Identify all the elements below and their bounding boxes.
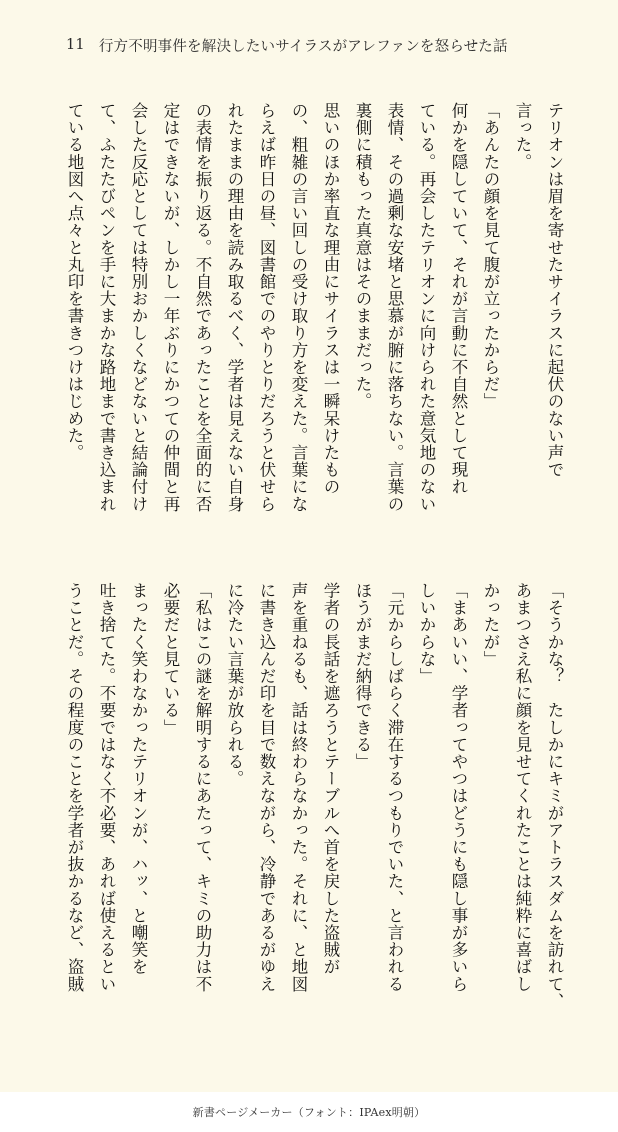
text-line: 「そうかな？ たしかにキミがアトラスダムを訪れて、 [545,582,564,1010]
text-line: テリオンは眉を寄せたサイラスに起伏のない声で [545,102,564,479]
text-line: かったが」 [481,582,500,668]
text-line: 会した反応としては特別おかしくなどないと結論付け [129,102,148,513]
text-line: 「あんたの顔を見て腹が立ったからだ」 [481,102,500,410]
text-line: 「私はこの謎を解明するにあたって、キミの助力は不 [193,582,212,993]
text-line: 裏側に積もった真意はそのままだった。 [353,102,372,410]
text-line: ている。再会したテリオンに向けられた意気地のない [417,102,436,513]
text-line: に冷たい言葉が放られる。 [225,582,244,788]
text-line: 思いのほか率直な理由にサイラスは一瞬呆けたもの [321,102,340,496]
text-line: 言った。 [513,102,532,171]
text-line: しいからな」 [417,582,436,685]
text-line: あまつさえ私に顔を見せてくれたことは純粋に喜ばし [513,582,532,993]
chapter-title: 行方不明事件を解決したいサイラスがアレファンを怒らせた話 [98,38,508,55]
text-line: ている地図へ点々と丸印を書きつけはじめた。 [65,102,84,462]
text-line: ほうがまだ納得できる」 [353,582,372,771]
text-line: らえば昨日の昼、図書館でのやりとりだろうと伏せら [257,102,276,513]
text-line: うことだ。その程度のことを学者が抜かるなど、盗賊 [65,582,84,993]
footer-credit: 新書ページメーカー（フォント：IPAex明朝） [0,1092,618,1132]
text-line: まったく笑わなかったテリオンが、ハッ、と嘲笑を [129,582,148,976]
running-header [66,34,508,56]
text-line: 必要だと見ている」 [161,582,180,736]
text-line: 学者の長話を遮ろうとテーブルへ首を戻した盗賊が [321,582,340,976]
text-line: て、ふたたびペンを手に大まかな路地まで書き込まれ [97,102,116,513]
text-line: 定はできないが、しかし一年ぶりにかつての仲間と再 [161,102,180,513]
text-line: の、粗雑の言い回しの受け取り方を変えた。言葉にな [289,102,308,513]
text-line: れたままの理由を読み取るべく、学者は見えない自身 [225,102,244,513]
text-block-bottom [60,582,570,1022]
text-block-top [60,102,570,522]
text-line: 声を重ねるも、話は終わらなかった。それに、と地図 [289,582,308,993]
text-line: 「まあいい、学者ってやつはどうにも隠し事が多いら [449,582,468,993]
text-line: 吐き捨てた。不要ではなく不必要、あれば使えるとい [97,582,116,993]
text-line: 何かを隠していて、それが言動に不自然として現れ [449,102,468,496]
page-number: 11 [66,37,85,53]
text-line: 「元からしばらく滞在するつもりでいた、と言われる [385,582,404,993]
text-line: 表情、その過剰な安堵と思慕が腑に落ちない。言葉の [385,102,404,513]
text-line: の表情を振り返る。不自然であったことを全面的に否 [193,102,212,513]
text-line: に書き込んだ印を目で数えながら、冷静であるがゆえ [257,582,276,993]
